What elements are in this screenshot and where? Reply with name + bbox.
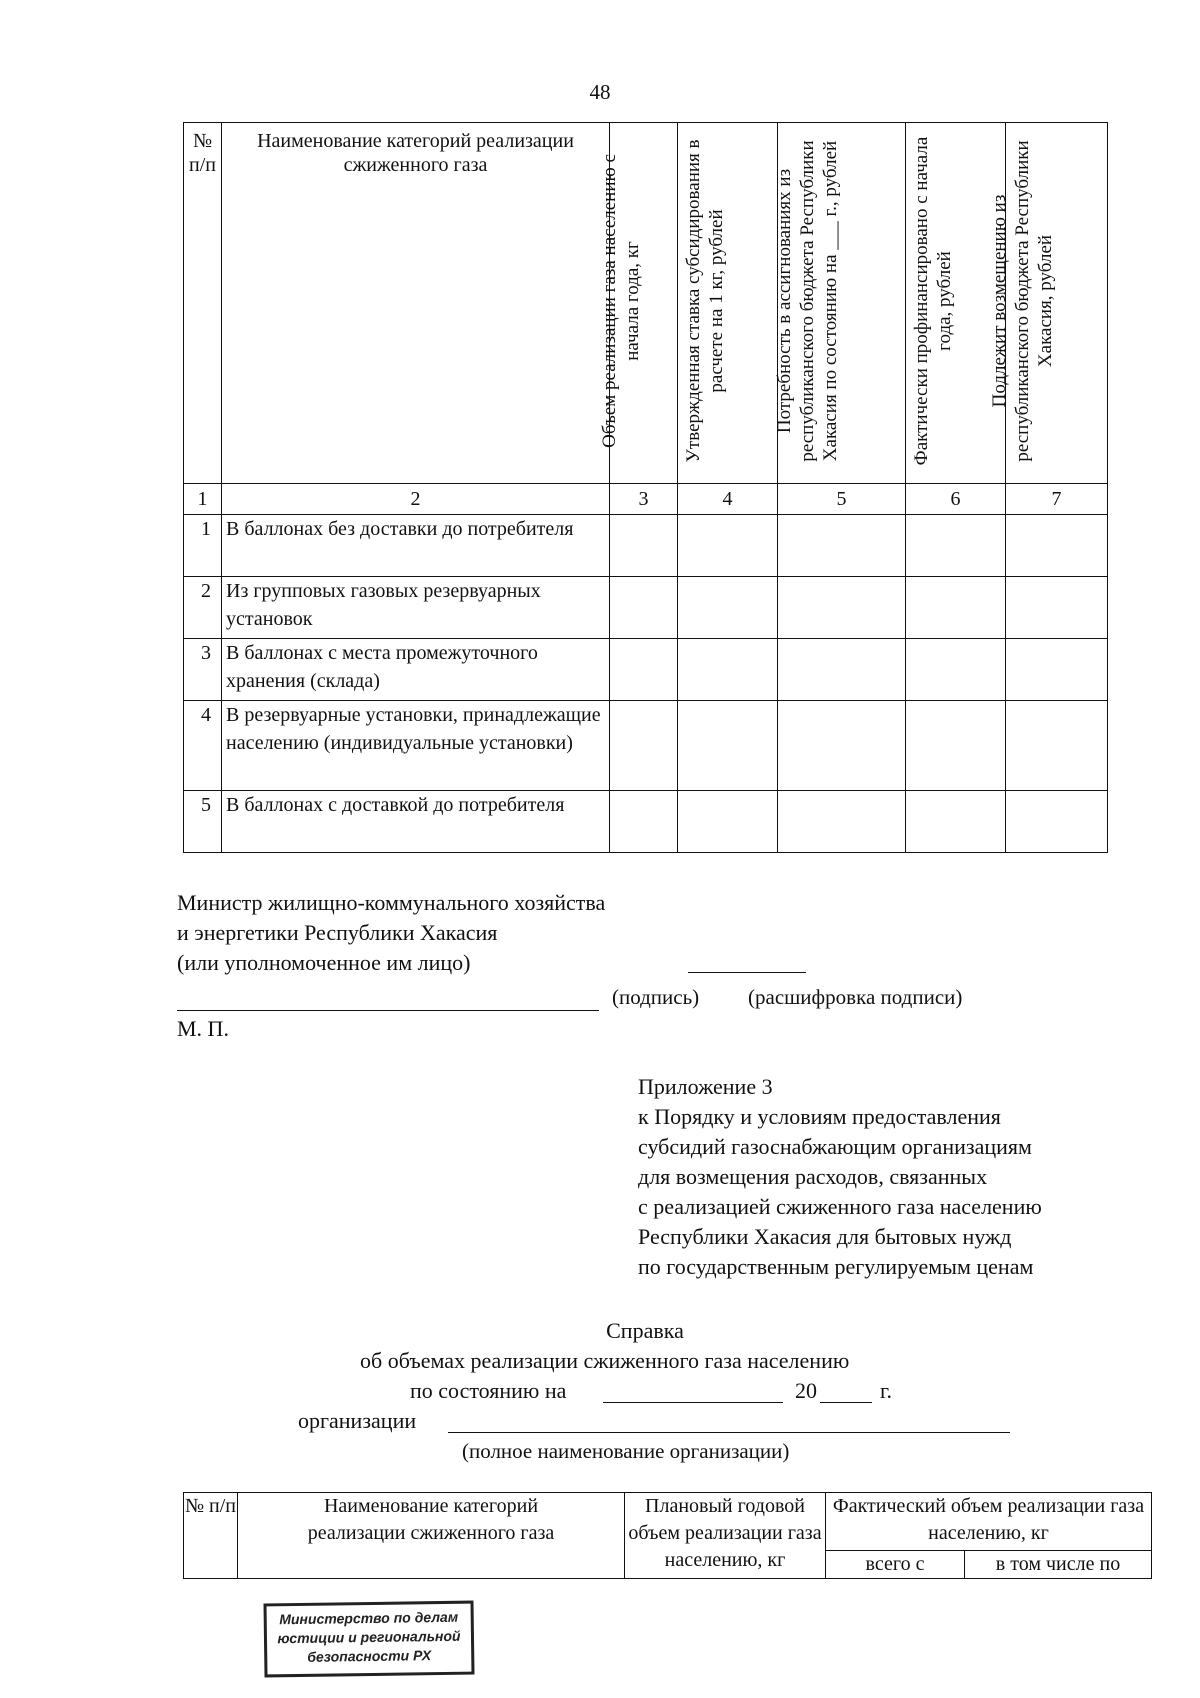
appendix-line: по государственным регулируемым ценам	[638, 1254, 1034, 1279]
appendix-line: Республики Хакасия для бытовых нужд	[638, 1224, 1012, 1249]
document-subtitle: об объемах реализации сжиженного газа населению	[360, 1348, 850, 1373]
table-row: 1 В баллонах без доставки до потребителя	[184, 515, 1108, 577]
header-col4: Утвержденная ставка субсидирования в расчете на 1 кг, рублей	[678, 123, 778, 484]
date-day-line	[603, 1402, 783, 1403]
column-number-row	[184, 484, 1108, 515]
appendix-title: Приложение 3	[638, 1074, 773, 1099]
header-num: № п/п	[184, 123, 222, 484]
column-number: 4	[678, 484, 778, 515]
page-number: 48	[589, 80, 611, 104]
stamp-line: безопасности РХ	[307, 1647, 432, 1665]
table-row: 2 Из групповых газовых резервуарных установок	[184, 577, 1108, 639]
t2-header-plan: Плановый годовой объем реализации газа населению, кг	[625, 1493, 826, 1579]
document-title: Справка	[606, 1318, 684, 1343]
stamp-line: юстиции и региональной	[277, 1627, 461, 1647]
signature-line	[177, 1010, 599, 1011]
stamp-line: Министерство по делам	[279, 1608, 459, 1628]
registration-stamp	[263, 1601, 474, 1678]
subsidy-table	[183, 122, 1108, 853]
appendix-line: с реализацией сжиженного газа населению	[638, 1194, 1042, 1219]
header-col7: Подлежит возмещению из республиканского бюджета Республики Хакасия, рублей	[1006, 123, 1108, 484]
table-row: 3 В баллонах с места промежуточного хранения (склада)	[184, 639, 1108, 701]
appendix-line: для возмещения расходов, связанных	[638, 1164, 988, 1189]
date-suffix: г.	[880, 1378, 893, 1403]
date-year-line	[820, 1402, 872, 1403]
column-number: 2	[222, 484, 610, 515]
column-number: 1	[184, 484, 222, 515]
date-year: 20	[795, 1378, 817, 1403]
t2-header-num: № п/п	[184, 1493, 238, 1579]
t2-header-fact: Фактический объем реализации газа населению, кг	[826, 1493, 1152, 1551]
appendix-line: к Порядку и условиям предоставления	[638, 1104, 1001, 1129]
header-name: Наименование категорий реализации сжиженного газа	[222, 123, 610, 484]
column-number: 6	[906, 484, 1006, 515]
column-number: 3	[610, 484, 678, 515]
organization-hint: (полное наименование организации)	[462, 1439, 790, 1463]
header-col5: Потребность в ассигнованиях из республиканского бюджета Республики Хакасия по состоянию на ___ г., рублей	[778, 123, 906, 484]
signature-decode-caption: (расшифровка подписи)	[748, 985, 963, 1009]
signature-title-3: (или уполномоченное им лицо)	[177, 950, 471, 975]
t2-header-incl: в том числе по	[965, 1551, 1152, 1579]
signature-short-line	[688, 972, 806, 973]
organization-line	[448, 1432, 1010, 1433]
table-row: 4 В резервуарные установки, принадлежащие населению (индивидуальные установки)	[184, 701, 1108, 791]
appendix-line: субсидий газоснабжающим организациям	[638, 1134, 1032, 1159]
sales-table	[183, 1492, 1152, 1579]
t2-header-name: Наименование категорий реализации сжиженного газа	[238, 1493, 625, 1579]
signature-title-1: Министр жилищно-коммунального хозяйства	[177, 890, 606, 915]
signature-caption: (подпись)	[612, 985, 700, 1009]
table-header-row	[184, 123, 1108, 484]
column-number: 7	[1006, 484, 1108, 515]
organization-label: организации	[298, 1408, 417, 1433]
header-col3: Объем реализации газа населению с начала года, кг	[610, 123, 678, 484]
date-prefix: по состоянию на	[410, 1378, 567, 1403]
header-col6: Фактически профинансировано с начала года, рублей	[906, 123, 1006, 484]
signature-title-2: и энергетики Республики Хакасия	[177, 920, 498, 945]
column-number: 5	[778, 484, 906, 515]
t2-header-total: всего с	[826, 1551, 965, 1579]
table-row: 5 В баллонах с доставкой до потребителя	[184, 791, 1108, 853]
seal-placeholder: М. П.	[177, 1016, 229, 1041]
